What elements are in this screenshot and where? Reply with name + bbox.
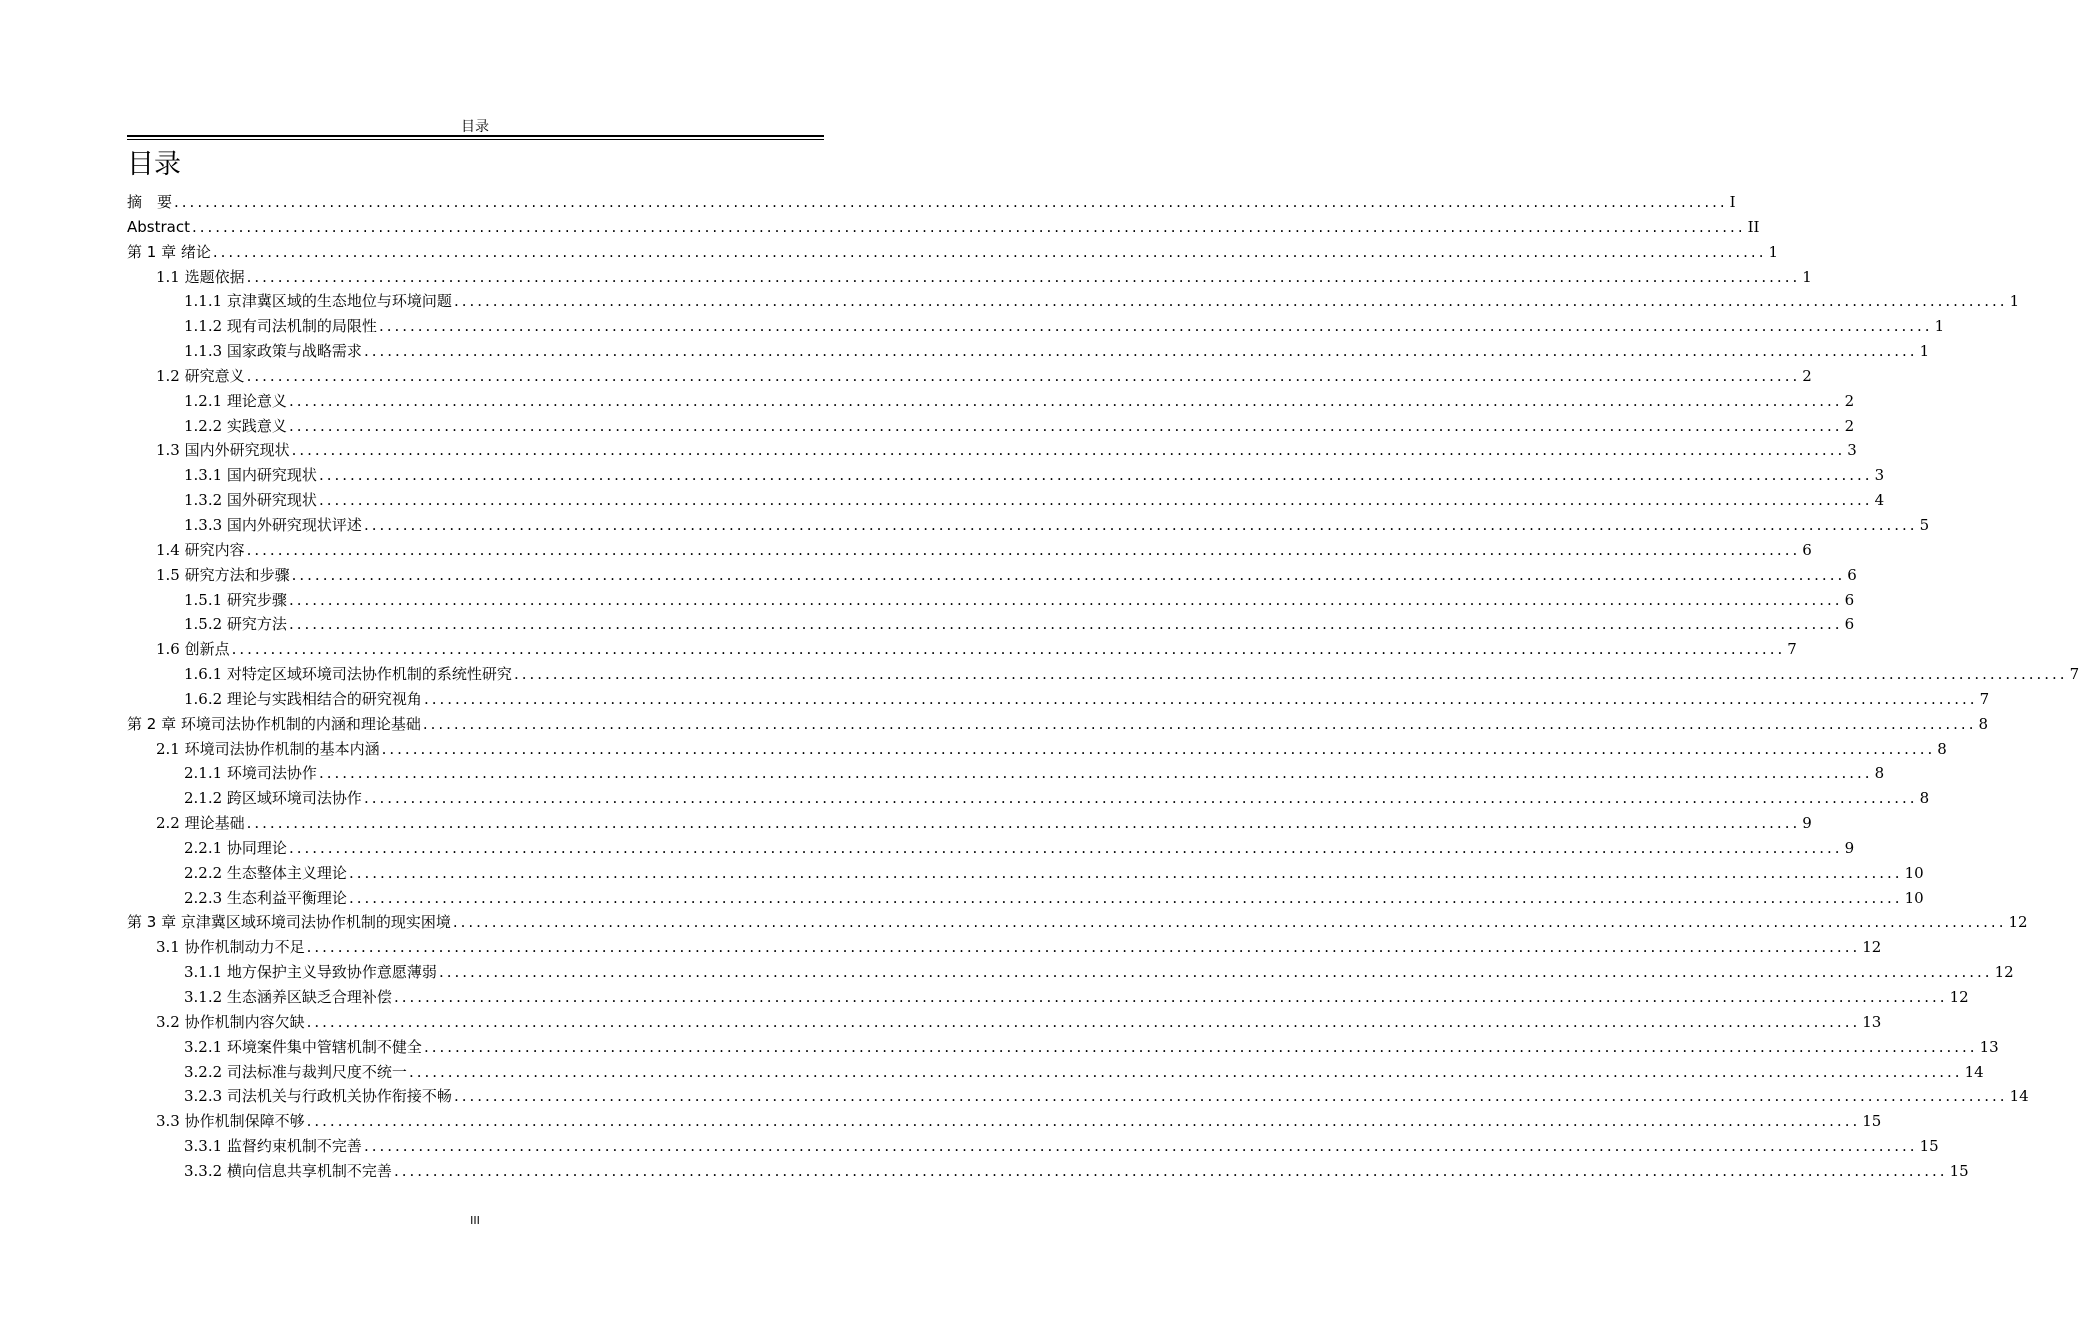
toc-entry-label: 1.3.3 国内外研究现状评述 [184, 515, 362, 534]
toc-dot-leader: ........................................................................................................................................................................................................ [513, 665, 2068, 684]
toc-entry-page: 6 [1847, 565, 1857, 584]
toc-dot-leader: ........................................................................................................................................................................................................ [408, 1062, 1963, 1081]
toc-entry-page: 1 [1919, 342, 1930, 361]
toc-dot-leader: ........................................................................................................................................................................................................ [306, 938, 1861, 957]
toc-entry[interactable] [127, 339, 1930, 364]
toc-entry-page: 2 [1802, 366, 1812, 385]
toc-entry-label: 1.6.1 对特定区域环境司法协作机制的系统性研究 [184, 665, 512, 684]
toc-entry-page: 8 [1874, 764, 1885, 783]
toc-entry-label: Abstract [127, 217, 190, 236]
toc-entry[interactable] [127, 438, 1857, 463]
toc-entry-label: 第 1 章 绪论 [127, 242, 211, 261]
toc-dot-leader: ........................................................................................................................................................................................................ [288, 615, 1843, 634]
toc-dot-leader: ........................................................................................................................................................................................................ [363, 342, 1918, 361]
toc-entry-page: 13 [1862, 1012, 1882, 1031]
toc-entry[interactable] [127, 389, 1855, 414]
toc-entry-label: 1.3 国内外研究现状 [156, 441, 290, 460]
toc-entry[interactable] [127, 538, 1812, 563]
toc-entry-label: 摘 要 [127, 193, 173, 211]
toc-dot-leader: ........................................................................................................................................................................................................ [306, 1112, 1861, 1131]
toc-entry[interactable] [127, 786, 1930, 811]
toc-entry[interactable] [127, 985, 1969, 1010]
toc-dot-leader: ........................................................................................................................................................................................................ [288, 590, 1843, 609]
toc-entry-page: II [1747, 217, 1760, 236]
toc-entry[interactable] [127, 612, 1855, 637]
toc-entry-label: 2.2.3 生态利益平衡理论 [184, 888, 347, 907]
toc-entry-label: 3.3.1 监督约束机制不完善 [184, 1137, 362, 1156]
toc-entry-page: 1 [2009, 292, 2020, 311]
toc-entry[interactable] [127, 761, 1885, 786]
toc-dot-leader: ........................................................................................................................................................................................................ [453, 292, 2008, 311]
toc-entry-page: 6 [1844, 615, 1855, 634]
toc-dot-leader: ........................................................................................................................................................................................................ [318, 466, 1873, 485]
toc-entry[interactable] [127, 1109, 1882, 1134]
toc-entry-page: 7 [1787, 640, 1797, 659]
toc-entry[interactable] [127, 1084, 2029, 1109]
toc-entry-page: 2 [1844, 391, 1855, 410]
toc-entry-label: 1.5.2 研究方法 [184, 615, 287, 634]
toc-entry[interactable] [127, 488, 1885, 513]
toc-entry-label: 3.3.2 横向信息共享机制不完善 [184, 1161, 392, 1180]
toc-dot-leader: ........................................................................................................................................................................................................ [423, 1037, 1978, 1056]
toc-dot-leader: ........................................................................................................................................................................................................ [288, 416, 1843, 435]
toc-entry-page: 7 [1979, 689, 1990, 708]
toc-dot-leader: ........................................................................................................................................................................................................ [381, 739, 1936, 758]
toc-entry[interactable] [127, 935, 1882, 960]
toc-entry[interactable] [127, 737, 1947, 762]
toc-entry-page: 5 [1919, 515, 1930, 534]
toc-dot-leader: ........................................................................................................................................................................................................ [423, 689, 1978, 708]
toc-entry-page: 8 [1937, 739, 1947, 758]
toc-entry-label: 3.2.1 环境案件集中管辖机制不健全 [184, 1037, 422, 1056]
toc-dot-leader: ........................................................................................................................................................................................................ [212, 242, 1767, 261]
toc-entry-page: 9 [1802, 814, 1812, 833]
toc-entry-label: 3.2.3 司法机关与行政机关协作衔接不畅 [184, 1087, 452, 1106]
toc-entry-page: 3 [1847, 441, 1857, 460]
toc-entry-label: 1.5 研究方法和步骤 [156, 565, 290, 584]
toc-entry-page: 14 [1964, 1062, 1984, 1081]
toc-entry-page: 12 [1994, 963, 2014, 982]
toc-entry-page: I [1729, 193, 1736, 211]
toc-entry-label: 3.1 协作机制动力不足 [156, 938, 305, 957]
toc-entry[interactable] [127, 861, 1924, 886]
toc-entry[interactable] [127, 289, 2020, 314]
toc-entry-label: 1.1 选题依据 [156, 267, 245, 286]
toc-dot-leader: ........................................................................................................................................................................................................ [438, 963, 1993, 982]
running-header: 目录 [461, 119, 489, 135]
toc-entry-page: 7 [2069, 665, 2079, 684]
toc-entry-page: 8 [1978, 714, 1989, 733]
toc-entry-label: 1.3.1 国内研究现状 [184, 466, 317, 485]
toc-entry[interactable] [127, 215, 1760, 240]
toc-entry-label: 1.1.3 国家政策与战略需求 [184, 342, 362, 361]
toc-entry[interactable] [127, 712, 1989, 737]
header-rule-thick [127, 135, 824, 137]
toc-entry[interactable] [127, 886, 1924, 911]
toc-dot-leader: ........................................................................................................................................................................................................ [393, 1161, 1948, 1180]
toc-entry-label: 3.1.2 生态涵养区缺乏合理补偿 [184, 988, 392, 1006]
toc-dot-leader: ........................................................................................................................................................................................................ [174, 193, 1728, 211]
toc-entry-page: 12 [1862, 938, 1882, 957]
toc-dot-leader: ........................................................................................................................................................................................................ [348, 888, 1903, 907]
toc-dot-leader: ........................................................................................................................................................................................................ [378, 317, 1933, 336]
toc-entry[interactable] [127, 240, 1779, 265]
toc-entry-label: 2.2.2 生态整体主义理论 [184, 863, 347, 882]
toc-entry-page: 14 [2009, 1087, 2029, 1106]
toc-dot-leader: ........................................................................................................................................................................................................ [452, 913, 2007, 932]
toc-dot-leader: ........................................................................................................................................................................................................ [348, 863, 1903, 882]
toc-entry[interactable] [127, 811, 1812, 836]
toc-dot-leader: ........................................................................................................................................................................................................ [422, 714, 1977, 733]
toc-entry-label: 3.2.2 司法标准与裁判尺度不统一 [184, 1062, 407, 1081]
toc-entry[interactable] [127, 364, 1812, 389]
toc-dot-leader: ........................................................................................................................................................................................................ [246, 267, 1801, 286]
toc-dot-leader: ........................................................................................................................................................................................................ [246, 540, 1801, 559]
toc-dot-leader: ........................................................................................................................................................................................................ [246, 366, 1801, 385]
table-of-contents [127, 190, 2079, 1184]
toc-dot-leader: ........................................................................................................................................................................................................ [318, 491, 1873, 510]
toc-entry-label: 第 2 章 环境司法协作机制的内涵和理论基础 [127, 714, 421, 733]
toc-entry[interactable] [127, 1134, 1939, 1159]
toc-entry-label: 3.3 协作机制保障不够 [156, 1112, 305, 1131]
toc-dot-leader: ........................................................................................................................................................................................................ [231, 640, 1786, 659]
toc-entry-page: 4 [1874, 491, 1885, 510]
toc-dot-leader: ........................................................................................................................................................................................................ [291, 565, 1846, 584]
toc-entry[interactable] [127, 1159, 1969, 1184]
toc-entry[interactable] [127, 563, 1857, 588]
toc-entry-label: 1.1.2 现有司法机制的局限性 [184, 317, 377, 336]
toc-entry-label: 1.5.1 研究步骤 [184, 590, 287, 609]
toc-entry[interactable] [127, 265, 1812, 290]
toc-entry-page: 9 [1844, 838, 1855, 857]
toc-entry[interactable] [127, 1060, 1984, 1085]
toc-entry-label: 1.1.1 京津冀区域的生态地位与环境问题 [184, 292, 452, 311]
toc-entry-page: 6 [1802, 540, 1812, 559]
toc-entry[interactable] [127, 960, 2014, 985]
toc-entry[interactable] [127, 637, 1797, 662]
toc-entry[interactable] [127, 463, 1885, 488]
toc-entry-label: 3.1.1 地方保护主义导致协作意愿薄弱 [184, 963, 437, 982]
toc-entry-page: 15 [1949, 1161, 1969, 1180]
toc-title: 目录 [127, 149, 181, 180]
toc-dot-leader: ........................................................................................................................................................................................................ [363, 1137, 1918, 1156]
toc-entry-label: 1.3.2 国外研究现状 [184, 491, 317, 510]
toc-entry-label: 3.2 协作机制内容欠缺 [156, 1012, 305, 1031]
toc-entry[interactable] [127, 662, 2079, 687]
toc-dot-leader: ........................................................................................................................................................................................................ [453, 1087, 2008, 1106]
toc-entry-label: 2.2 理论基础 [156, 814, 245, 833]
toc-entry-label: 1.6.2 理论与实践相结合的研究视角 [184, 689, 422, 708]
toc-dot-leader: ........................................................................................................................................................................................................ [246, 814, 1801, 833]
toc-dot-leader: ........................................................................................................................................................................................................ [306, 1012, 1861, 1031]
toc-entry[interactable] [127, 314, 1945, 339]
toc-entry-page: 15 [1862, 1112, 1882, 1131]
toc-entry[interactable] [127, 190, 1736, 215]
toc-entry-label: 1.4 研究内容 [156, 540, 245, 559]
toc-dot-leader: ........................................................................................................................................................................................................ [288, 391, 1843, 410]
toc-entry-page: 15 [1919, 1137, 1939, 1156]
toc-entry-page: 6 [1844, 590, 1855, 609]
toc-entry[interactable] [127, 513, 1930, 538]
toc-entry-label: 第 3 章 京津冀区域环境司法协作机制的现实困境 [127, 913, 451, 932]
toc-entry[interactable] [127, 1010, 1882, 1035]
toc-entry-label: 1.2.2 实践意义 [184, 416, 287, 435]
toc-entry-label: 1.2.1 理论意义 [184, 391, 287, 410]
toc-entry-label: 2.2.1 协同理论 [184, 838, 287, 857]
toc-dot-leader: ........................................................................................................................................................................................................ [318, 764, 1873, 783]
toc-entry-page: 12 [1949, 988, 1969, 1006]
toc-dot-leader: ........................................................................................................................................................................................................ [191, 217, 1746, 236]
toc-dot-leader: ........................................................................................................................................................................................................ [288, 838, 1843, 857]
toc-entry[interactable] [127, 836, 1855, 861]
toc-entry-label: 1.2 研究意义 [156, 366, 245, 385]
toc-dot-leader: ........................................................................................................................................................................................................ [363, 789, 1918, 808]
toc-entry-page: 10 [1904, 863, 1924, 882]
toc-entry-page: 1 [1768, 242, 1779, 261]
toc-entry-page: 2 [1844, 416, 1855, 435]
toc-dot-leader: ........................................................................................................................................................................................................ [363, 515, 1918, 534]
toc-entry[interactable] [127, 910, 2028, 935]
toc-entry-page: 1 [1802, 267, 1812, 286]
toc-entry-page: 3 [1874, 466, 1885, 485]
toc-entry[interactable] [127, 414, 1855, 439]
toc-entry-page: 13 [1979, 1037, 1999, 1056]
header-rule-thin [127, 139, 824, 140]
toc-entry-page: 8 [1919, 789, 1930, 808]
toc-entry[interactable] [127, 588, 1855, 613]
toc-entry-label: 2.1 环境司法协作机制的基本内涵 [156, 739, 380, 758]
toc-entry-label: 2.1.2 跨区域环境司法协作 [184, 789, 362, 808]
toc-entry-page: 12 [2008, 913, 2028, 932]
toc-entry-page: 10 [1904, 888, 1924, 907]
toc-entry-label: 1.6 创新点 [156, 640, 230, 659]
toc-entry[interactable] [127, 687, 1990, 712]
page-number: III [470, 1214, 480, 1227]
toc-entry-page: 1 [1934, 317, 1945, 336]
toc-entry-label: 2.1.1 环境司法协作 [184, 764, 317, 783]
toc-dot-leader: ........................................................................................................................................................................................................ [291, 441, 1846, 460]
toc-dot-leader: ........................................................................................................................................................................................................ [393, 988, 1948, 1006]
toc-entry[interactable] [127, 1035, 1999, 1060]
